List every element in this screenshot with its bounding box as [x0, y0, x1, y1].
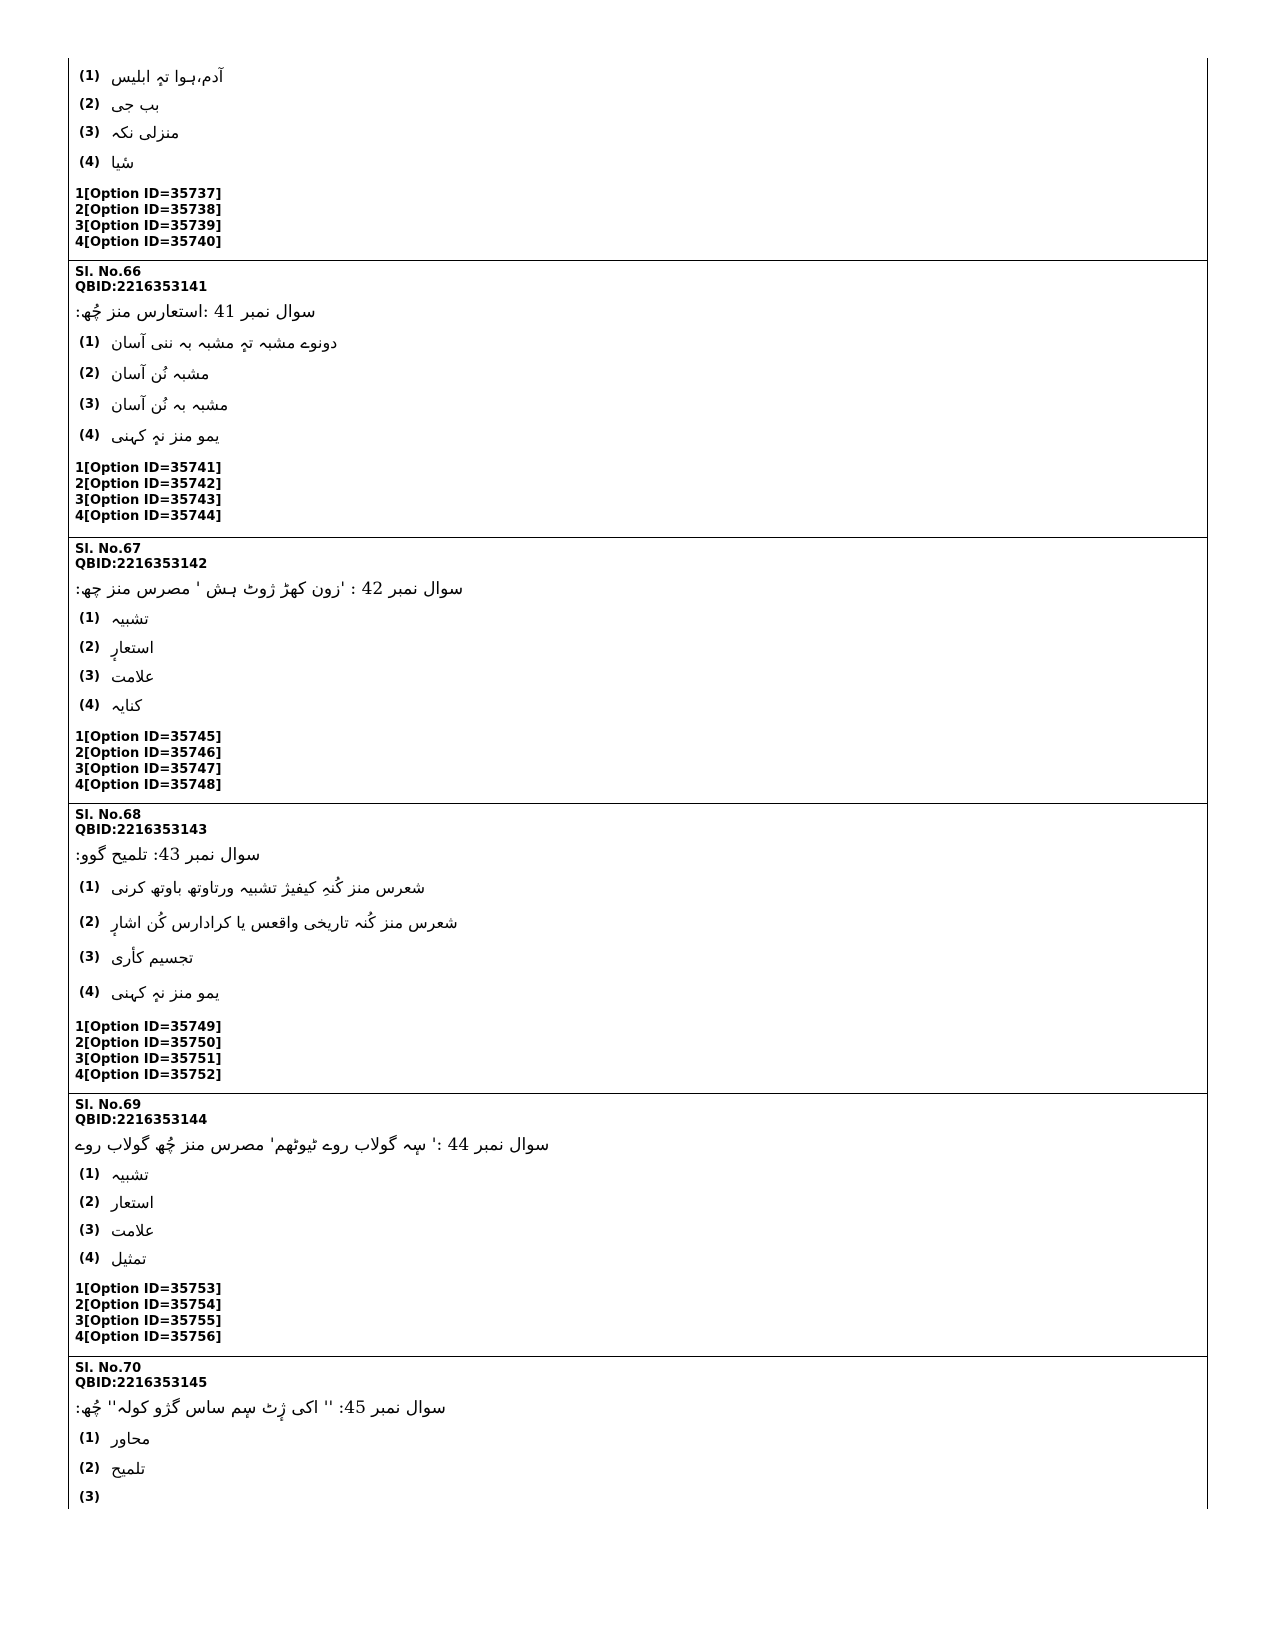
option-id: 1[Option ID=35741]	[75, 461, 222, 476]
option-id: 4[Option ID=35740]	[75, 235, 222, 250]
option-row	[69, 691, 1207, 720]
option-number: (1)	[79, 335, 100, 350]
serial-number: Sl. No.69	[75, 1098, 142, 1113]
option-text: علامت	[111, 667, 155, 686]
question-block	[68, 260, 1208, 537]
option-row	[69, 1423, 1207, 1453]
option-row	[69, 1453, 1207, 1483]
option-number: (3)	[79, 950, 100, 965]
option-id: 4[Option ID=35752]	[75, 1068, 222, 1083]
option-row	[69, 62, 1207, 90]
option-id: 1[Option ID=35753]	[75, 1282, 222, 1297]
option-id: 2[Option ID=35742]	[75, 477, 222, 492]
option-row	[69, 662, 1207, 691]
option-id-list	[69, 1010, 1207, 1086]
option-number: (4)	[79, 428, 100, 443]
question-text: سوال نمبر 42 : 'زون کھڑ ژوٹ ہش ' مصرس منز چھ:	[75, 579, 464, 599]
option-text: منزلی نکہ	[111, 123, 180, 142]
option-number: (4)	[79, 985, 100, 1000]
option-text: کنایہ	[111, 696, 143, 715]
option-row	[69, 147, 1207, 177]
option-text: دونوے مشبہ تہٕ مشبہ بہ ننی آسان	[111, 333, 338, 352]
option-text: تشبیہ	[111, 1164, 149, 1184]
qbid: QBID:2216353144	[75, 1113, 208, 1128]
option-row	[69, 604, 1207, 633]
option-id: 3[Option ID=35743]	[75, 493, 222, 508]
option-text: تلمیح	[111, 1458, 146, 1478]
option-id: 2[Option ID=35746]	[75, 746, 222, 761]
option-row	[69, 327, 1207, 358]
option-row	[69, 90, 1207, 118]
option-text: تجسیم کأری	[111, 948, 194, 967]
question-block	[68, 1356, 1208, 1509]
option-number: (1)	[79, 611, 100, 626]
option-text: تمثیل	[111, 1248, 147, 1268]
option-number: (1)	[79, 68, 100, 84]
option-id: 3[Option ID=35755]	[75, 1314, 222, 1329]
option-id: 2[Option ID=35750]	[75, 1036, 222, 1051]
option-text: یمو منز نہٕ کہنی	[111, 426, 220, 445]
question-text: سوال نمبر 41 :استعارس منز چُھ:	[75, 302, 316, 322]
option-number: (4)	[79, 698, 100, 713]
option-number: (4)	[79, 154, 100, 170]
option-row	[69, 1216, 1207, 1244]
question-text: سوال نمبر 44 :' سٕہ گولاب روے ٹیوٹھم' مصرس منز چُھ گولاب روے	[75, 1135, 550, 1155]
option-number: (4)	[79, 1250, 100, 1266]
option-text: آدم،ہوا تہٕ ابلیس	[111, 66, 224, 86]
option-row	[69, 1188, 1207, 1216]
serial-number: Sl. No.68	[75, 808, 142, 823]
option-row	[69, 118, 1207, 147]
option-id: 3[Option ID=35739]	[75, 219, 222, 234]
option-number: (3)	[79, 1489, 100, 1505]
option-text: شعرس منز کُنہ تاریخی واقعس یا کرادارس کُن اشارٕ	[111, 913, 458, 932]
option-row	[69, 389, 1207, 420]
option-text: بب جی	[111, 94, 160, 114]
serial-number: Sl. No.67	[75, 542, 142, 557]
option-text: علامت	[111, 1220, 155, 1240]
option-text: یمو منز نہٕ کہنی	[111, 983, 220, 1002]
option-number: (2)	[79, 96, 100, 112]
option-id: 4[Option ID=35756]	[75, 1330, 222, 1345]
option-number: (2)	[79, 1194, 100, 1210]
question-block	[68, 58, 1208, 260]
option-text: سٔیا	[111, 152, 135, 172]
option-text: شعرس منز کُنہِ کیفیژ تشبیہ ورتاوتھ باوتھ کرنی	[111, 878, 426, 897]
option-id: 2[Option ID=35738]	[75, 203, 222, 218]
option-row	[69, 420, 1207, 451]
question-text: سوال نمبر 43: تلمیح گوو:	[75, 845, 261, 865]
option-text: محاور	[111, 1428, 151, 1448]
option-row	[69, 633, 1207, 662]
question-block	[68, 803, 1208, 1093]
option-id: 1[Option ID=35745]	[75, 730, 222, 745]
option-number: (3)	[79, 125, 100, 140]
option-text: استعار	[111, 1192, 154, 1212]
qbid: QBID:2216353145	[75, 1376, 208, 1391]
option-id: 3[Option ID=35747]	[75, 762, 222, 777]
option-id: 4[Option ID=35744]	[75, 509, 222, 524]
option-text: مشبہ بہ نُن آسان	[111, 395, 229, 414]
option-id: 1[Option ID=35737]	[75, 187, 222, 202]
option-number: (2)	[79, 366, 100, 381]
option-id-list	[69, 720, 1207, 796]
qbid: QBID:2216353141	[75, 280, 208, 295]
option-number: (2)	[79, 1460, 100, 1476]
option-row	[69, 905, 1207, 940]
option-number: (2)	[79, 640, 100, 655]
option-id: 4[Option ID=35748]	[75, 778, 222, 793]
option-number: (3)	[79, 669, 100, 684]
option-id: 3[Option ID=35751]	[75, 1052, 222, 1067]
option-number: (3)	[79, 397, 100, 412]
option-id-list	[69, 177, 1207, 253]
option-text: تشبیہ	[111, 609, 149, 628]
option-number: (1)	[79, 1166, 100, 1182]
option-text: استعارٕ	[111, 638, 154, 657]
question-block	[68, 1093, 1208, 1356]
option-row	[69, 975, 1207, 1010]
option-number: (1)	[79, 1430, 100, 1446]
option-number: (3)	[79, 1222, 100, 1238]
option-row	[69, 1244, 1207, 1272]
option-number: (1)	[79, 880, 100, 895]
option-row	[69, 1483, 1207, 1511]
question-text: سوال نمبر 45: '' اکی ژٕٹ سٕم ساس گژو کولہ'' چُھ:	[75, 1398, 446, 1418]
qbid: QBID:2216353143	[75, 823, 208, 838]
option-number: (2)	[79, 915, 100, 930]
option-id-list	[69, 1272, 1207, 1348]
option-text: مشبہ نُن آسان	[111, 364, 210, 383]
option-row	[69, 940, 1207, 975]
serial-number: Sl. No.70	[75, 1361, 142, 1376]
option-id: 2[Option ID=35754]	[75, 1298, 222, 1313]
option-id-list	[69, 451, 1207, 527]
question-block	[68, 537, 1208, 803]
qbid: QBID:2216353142	[75, 557, 208, 572]
question-paper	[68, 58, 1208, 1509]
option-id: 1[Option ID=35749]	[75, 1020, 222, 1035]
option-row	[69, 1160, 1207, 1188]
option-row	[69, 870, 1207, 905]
option-row	[69, 358, 1207, 389]
serial-number: Sl. No.66	[75, 265, 142, 280]
